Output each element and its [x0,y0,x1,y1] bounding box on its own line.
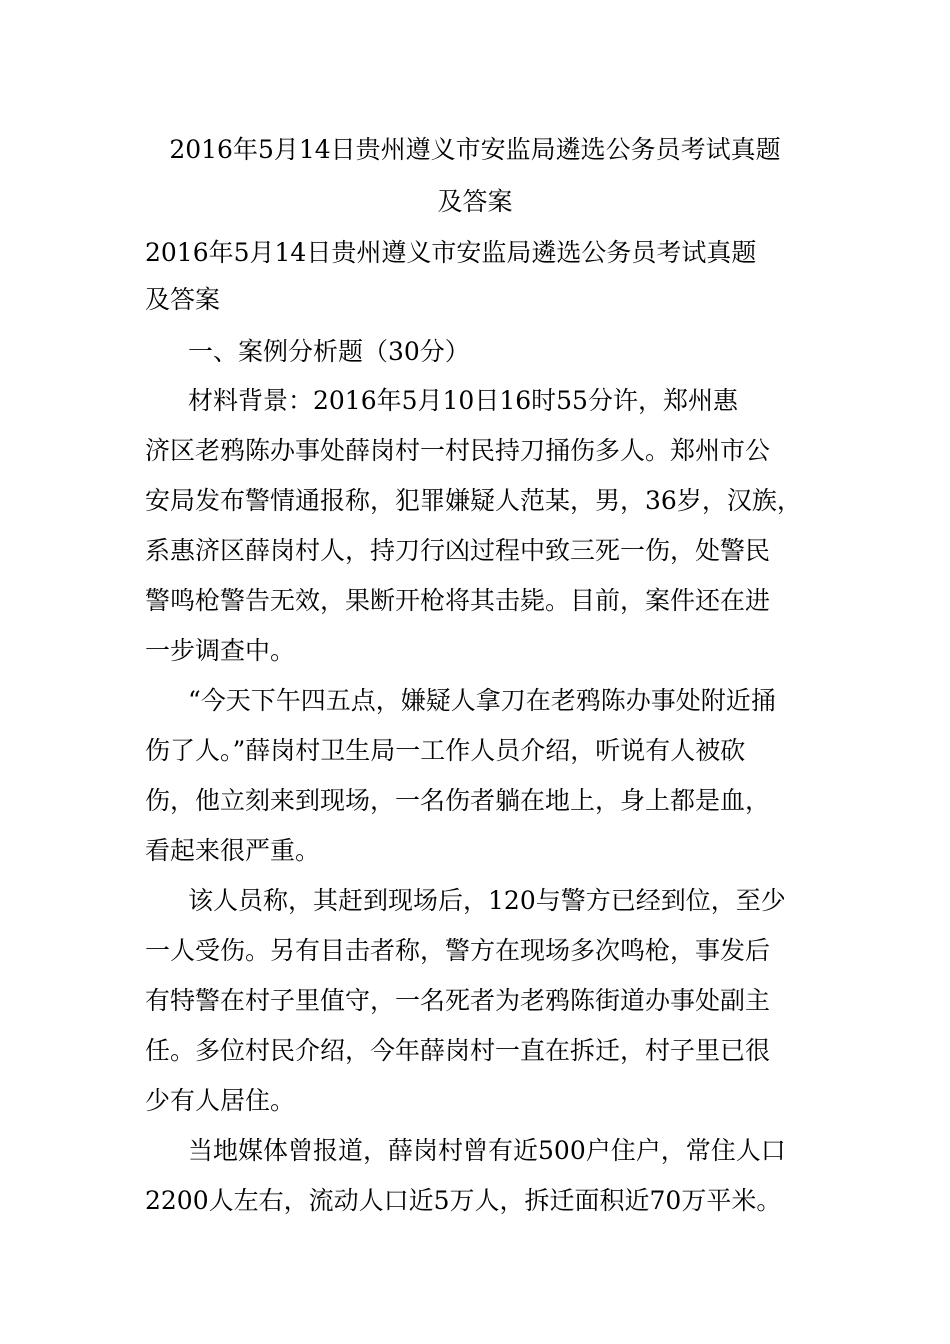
document-title-line-2: 及答案 [437,187,513,216]
paragraph-line: 警鸣枪警告无效，果断开枪将其击毙。目前，案件还在进 [145,586,771,615]
paragraph-line: 当地媒体曾报道，薛岗村曾有近500户住户，常住人口 [188,1136,786,1165]
paragraph-line: 伤，他立刻来到现场，一名伤者躺在地上，身上都是血， [145,786,771,815]
paragraph-line: 2200人左右，流动人口近5万人，拆迁面积近70万平米。 [145,1186,782,1215]
paragraph-line: “今天下午四五点，嫌疑人拿刀在老鸦陈办事处附近捅 [188,686,776,715]
paragraph-line: 安局发布警情通报称，犯罪嫌疑人范某，男，36岁，汉族， [145,486,802,515]
paragraph-line: 任。多位村民介绍，今年薛岗村一直在拆迁，村子里已很 [145,1036,771,1065]
paragraph-line: 济区老鸦陈办事处薛岗村一村民持刀捅伤多人。郑州市公 [145,436,771,465]
paragraph-line: 看起来很严重。 [145,836,321,865]
paragraph-line: 少有人居住。 [145,1086,296,1115]
paragraph-line: 材料背景：2016年5月10日16时55分许，郑州惠 [188,386,738,415]
paragraph-line: 该人员称，其赶到现场后，120与警方已经到位，至少 [188,886,786,915]
paragraph-line: 有特警在村子里值守，一名死者为老鸦陈街道办事处副主 [145,986,771,1015]
section-heading: 一、案例分析题（30分） [188,337,470,366]
paragraph-line: 系惠济区薛岗村人，持刀行凶过程中致三死一伤，处警民 [145,536,771,565]
paragraph-line: 一步调查中。 [145,636,296,665]
repeated-title-line-1: 2016年5月14日贵州遵义市安监局遴选公务员考试真题 [145,238,757,267]
paragraph-line: 一人受伤。另有目击者称，警方在现场多次鸣枪，事发后 [145,936,771,965]
repeated-title-line-2: 及答案 [145,285,221,314]
paragraph-line: 伤了人。”薛岗村卫生局一工作人员介绍，听说有人被砍 [145,736,746,765]
document-title-line-1: 2016年5月14日贵州遵义市安监局遴选公务员考试真题 [169,135,781,164]
